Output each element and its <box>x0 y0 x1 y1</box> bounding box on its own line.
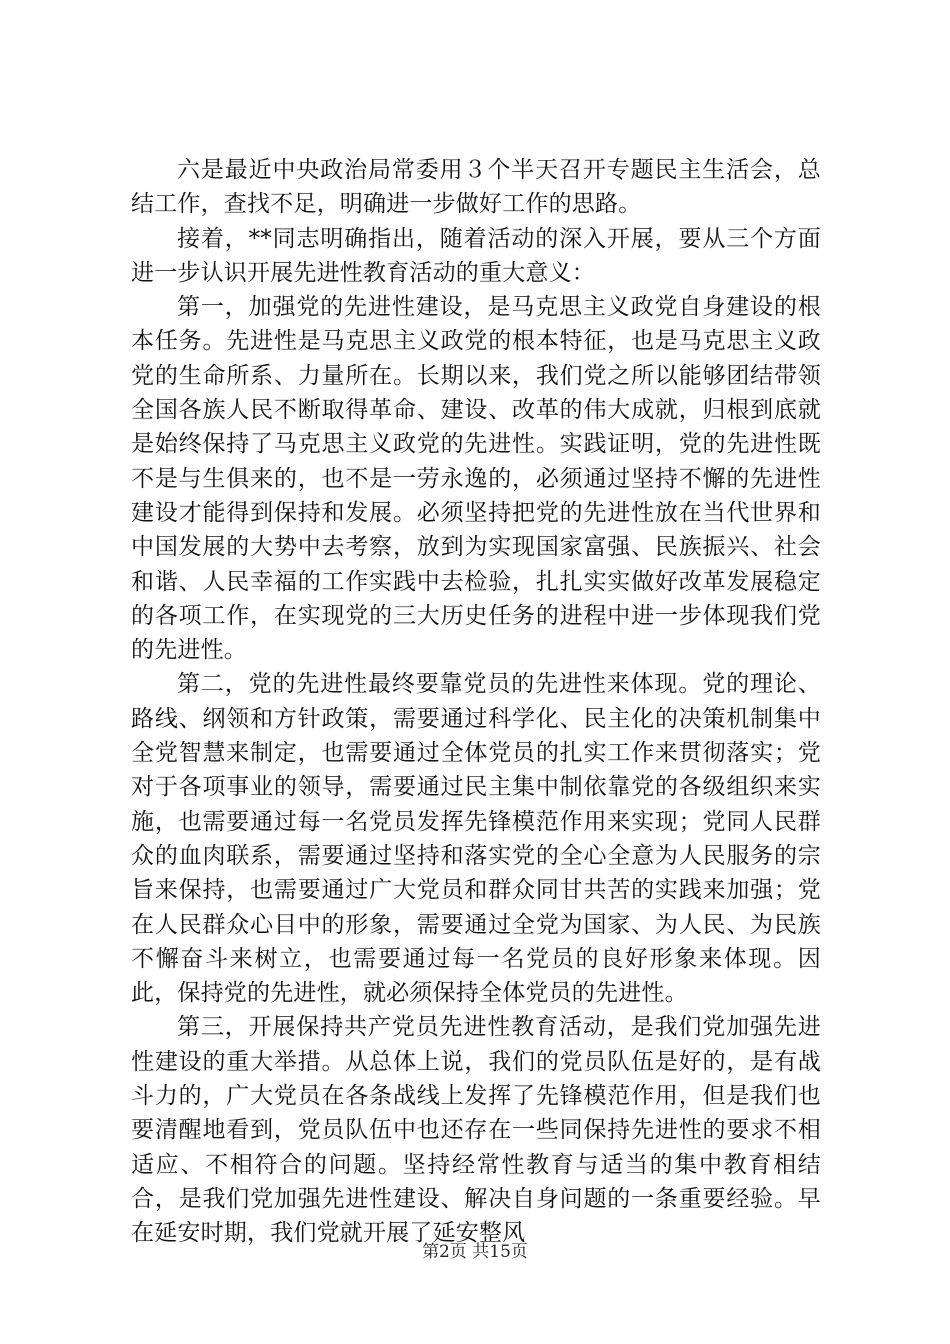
paragraph-5: 第三，开展保持共产党员先进性教育活动，是我们党加强先进性建设的重大举措。从总体上说，我们的党员队伍是好的，是有战斗力的，广大党员在各条战线上发挥了先锋模范作用，但是我们也要清醒地看到，党员队伍中也还存在一些同保持先进性的要求不相适应、不相符合的问题。坚持经常性教育与适当的集中教育相结合，是我们党加强先进性建设、解决自身问题的一条重要经验。早在延安时期，我们党就开展了延安整风 <box>131 1014 821 1247</box>
paragraph-1: 六是最近中央政治局常委用３个半天召开专题民主生活会，总结工作，查找不足，明确进一步做好工作的思路。 <box>131 157 821 218</box>
paragraph-2: 接着，**同志明确指出，随着活动的深入开展，要从三个方面进一步认识开展先进性教育活动的重大意义： <box>131 225 821 286</box>
document-body <box>131 153 821 1251</box>
paragraph-3: 第一，加强党的先进性建设，是马克思主义政党自身建设的根本任务。先进性是马克思主义政党的根本特征，也是马克思主义政党的生命所系、力量所在。长期以来，我们党之所以能够团结带领全国各族人民不断取得革命、建设、改革的伟大成就，归根到底就是始终保持了马克思主义政党的先进性。实践证明，党的先进性既不是与生俱来的，也不是一劳永逸的，必须通过坚持不懈的先进性建设才能得到保持和发展。必须坚持把党的先进性放在当代世界和中国发展的大势中去考察，放到为实现国家富强、民族振兴、社会和谐、人民幸福的工作实践中去检验，扎扎实实做好改革发展稳定的各项工作，在实现党的三大历史任务的进程中进一步体现我们党的先进性。 <box>131 294 821 664</box>
page-footer: 第2页 共15页 <box>422 1242 528 1262</box>
paragraph-4: 第二，党的先进性最终要靠党员的先进性来体现。党的理论、路线、纲领和方针政策，需要通过科学化、民主化的决策机制集中全党智慧来制定，也需要通过全体党员的扎实工作来贯彻落实；党对于各项事业的领导，需要通过民主集中制依靠党的各级组织来实施，也需要通过每一名党员发挥先锋模范作用来实现；党同人民群众的血肉联系，需要通过坚持和落实党的全心全意为人民服务的宗旨来保持，也需要通过广大党员和群众同甘共苦的实践来加强；党在人民群众心目中的形象，需要通过全党为国家、为人民、为民族不懈奋斗来树立，也需要通过每一名党员的良好形象来体现。因此，保持党的先进性，就必须保持全体党员的先进性。 <box>131 671 821 1007</box>
